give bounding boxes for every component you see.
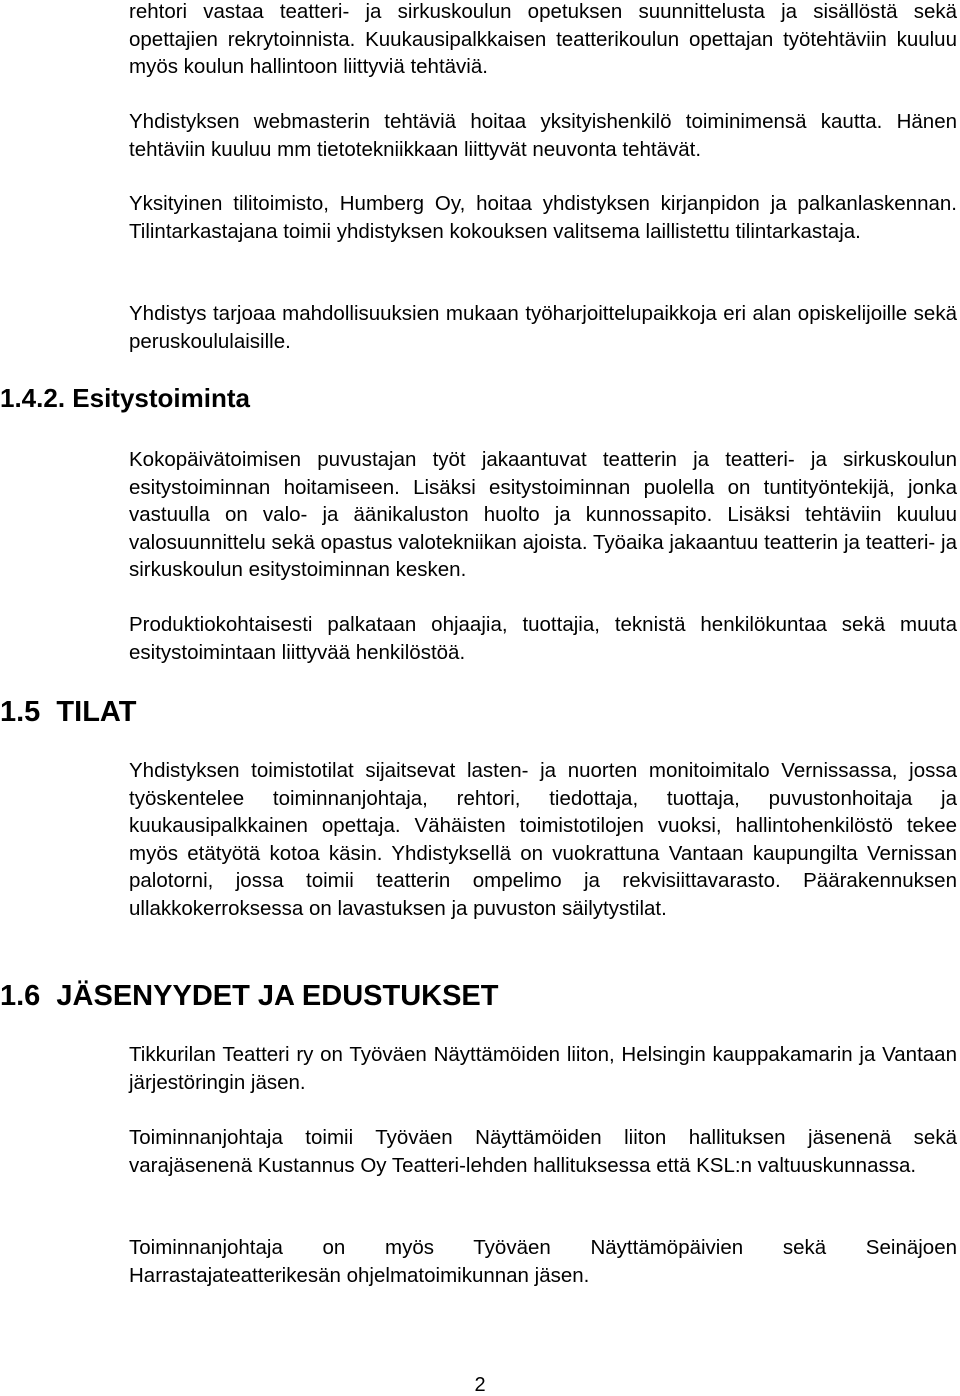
paragraph-produktio: Produktiokohtaisesti palkataan ohjaajia, tuottajia, teknistä henkilökuntaa sekä muuta esitystoimintaan liittyvää henkilöstöä. [129,613,957,664]
paragraph-tilitoimisto: Yksityinen tilitoimisto, Humberg Oy, hoitaa yhdistyksen kirjanpidon ja palkanlaskennan. Tilintarkastajana toimii yhdistyksen kokouksen valitsema laillistettu tilintarkastaja. [129,192,957,243]
paragraph-rehtori: rehtori vastaa teatteri- ja sirkuskoulun opetuksen suunnittelusta ja sisällöstä sekä opettajien rekrytoinnista. Kuukausipalkkaisen teatterikoulun opettajan työtehtäviin kuuluu myös koulun hallintoon liittyviä tehtäviä. [129,0,957,78]
heading-jasenyydet: 1.6 JÄSENYYDET JA EDUSTUKSET [0,980,499,1012]
paragraph-tikkurilan-teatteri: Tikkurilan Teatteri ry on Työväen Näyttämöiden liiton, Helsingin kauppakamarin ja Vantaan järjestöringin jäsen. [129,1043,957,1094]
paragraph-webmaster: Yhdistyksen webmasterin tehtäviä hoitaa yksityishenkilö toiminimensä kautta. Hänen tehtäviin kuuluu mm tietotekniikkaan liittyvät neuvonta tehtävät. [129,110,957,161]
paragraph-puvustaja: Kokopäivätoimisen puvustajan työt jakaantuvat teatterin ja teatteri- ja sirkuskoulun esitystoiminnan hoitamiseen. Lisäksi esitystoiminnan puolella on tuntityöntekijä, jonka vastuulla on valo- ja äänikaluston huolto ja kunnossapito. Lisäksi tehtäviin kuuluu valosuunnittelu sekä opastus valotekniikan ajoista. Työaika jakaantuu teatterin ja teatteri- ja sirkuskoulun esitystoiminnan kesken. [129,448,957,581]
page-number: 2 [474,1374,486,1396]
paragraph-tyoharjoittelu: Yhdistys tarjoaa mahdollisuuksien mukaan työharjoittelupaikkoja eri alan opiskelijoille sekä peruskoululaisille. [129,302,957,353]
paragraph-toimistotilat: Yhdistyksen toimistotilat sijaitsevat lasten- ja nuorten monitoimitalo Vernissassa, jossa työskentelee toiminnanjohtaja, rehtori, tiedottaja, tuottaja, puvustonhoitaja ja kuukausipalkkainen opettaja. Vähäisten toimistotilojen vuoksi, hallintohenkilöstö tekee myös etätyötä kotoa käsin. Yhdistyksellä on vuokrattuna Vantaan kaupungilta Vernissan palotorni, jossa toimii teatterin ompelimo ja rekvisiittavarasto. Päärakennuksen ullakkokerroksessa on lavastuksen ja puvuston säilytystilat. [129,759,957,920]
paragraph-toiminnanjohtaja-hallitus: Toiminnanjohtaja toimii Työväen Näyttämöiden liiton hallituksen jäsenenä sekä varajäsenenä Kustannus Oy Teatteri-lehden hallituksessa että KSL:n valtuuskunnassa. [129,1126,957,1177]
paragraph-toiminnanjohtaja-ohjelmatoimikunta: Toiminnanjohtaja on myös Työväen Näyttämöpäivien sekä Seinäjoen Harrastajateatterikesän ohjelmatoimikunnan jäsen. [129,1236,957,1287]
heading-tilat: 1.5 TILAT [0,696,137,728]
heading-esitystoiminta: 1.4.2. Esitystoiminta [0,383,250,413]
